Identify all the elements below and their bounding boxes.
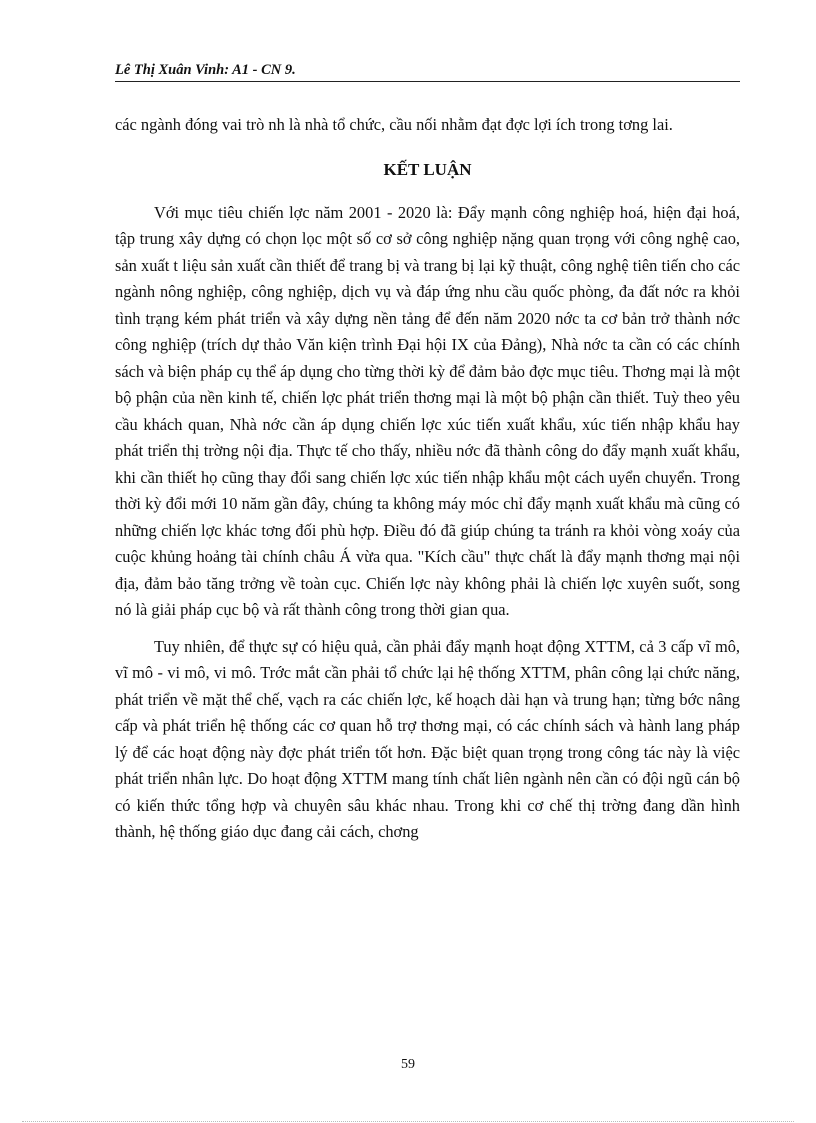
- page-body: [115, 112, 740, 846]
- paragraph-xttm: Tuy nhiên, để thực sự có hiệu quả, cần phải đẩy mạnh hoạt động XTTM, cả 3 cấp vĩ mô, vĩ mô - vi mô, vi mô. Trớc mắt cần phải tổ chức lại hệ thống XTTM, phân công lại chức năng, phát triển về mặt thể chế, vạch ra các chiến lợc, kế hoạch dài hạn và trung hạn; từng bớc nâng cấp và phát triển hệ thống các cơ quan hỗ trợ thơng mại, có các chính sách và hành lang pháp lý để các hoạt động này đợc phát triển tốt hơn. Đặc biệt quan trọng trong công tác này là việc phát triển nhân lực. Do hoạt động XTTM mang tính chất liên ngành nên cần có đội ngũ cán bộ có kiến thức tổng hợp và chuyên sâu khác nhau. Trong khi cơ chế thị trờng đang dần hình thành, hệ thống giáo dục đang cải cách, chơng: [115, 636, 740, 841]
- paragraph-continuation: các ngành đóng vai trò nh là nhà tổ chức, cầu nối nhằm đạt đợc lợi ích trong tơng lai.: [115, 115, 673, 134]
- page-bottom-divider: [22, 1121, 794, 1122]
- paragraph-strategy: Với mục tiêu chiến lợc năm 2001 - 2020 là: Đẩy mạnh công nghiệp hoá, hiện đại hoá, tập trung xây dựng có chọn lọc một số cơ sở công nghiệp nặng quan trọng với công nghệ cao, sản xuất t liệu sản xuất cần thiết để trang bị và trang bị lại kỹ thuật, công nghệ tiên tiến cho các ngành nông nghiệp, công nghiệp, dịch vụ và đáp ứng nhu cầu quốc phòng, đa đất nớc ra khỏi tình trạng kém phát triển và xây dựng nền tảng để đến năm 2020 nớc ta cơ bản trở thành nớc công nghiệp (trích dự thảo Văn kiện trình Đại hội IX của Đảng), Nhà nớc ta cần có các chính sách và biện pháp cụ thể áp dụng cho từng thời kỳ để đảm bảo đợc mục tiêu. Thơng mại là một bộ phận của nền kinh tế, chiến lợc phát triển thơng mại là một bộ phận cần thiết. Tuỳ theo yêu cầu khách quan, Nhà nớc cần áp dụng chiến lợc xúc tiến xuất khẩu, xúc tiến nhập khẩu hay phát triển thị trờng nội địa. Thực tế cho thấy, nhiều nớc đã thành công do đẩy mạnh xuất khẩu, khi cần thiết họ cũng thay đổi sang chiến lợc xúc tiến nhập khẩu một cách uyển chuyển. Trong thời kỳ đổi mới 10 năm gần đây, chúng ta không máy móc chỉ đẩy mạnh xuất khẩu mà cũng có những chiến lợc khác tơng đối phù hợp. Điều đó đã giúp chúng ta tránh ra khỏi vòng xoáy của cuộc khủng hoảng tài chính châu Á vừa qua. "Kích cầu" thực chất là đẩy mạnh thơng mại nội địa, đảm bảo tăng trởng về toàn cục. Chiến lợc này không phải là chiến lợc xuyên suốt, song nó là giải pháp cục bộ và rất thành công trong thời gian qua.: [115, 202, 740, 619]
- page-number: 59: [401, 1057, 415, 1072]
- running-header: Lê Thị Xuân Vinh: A1 - CN 9.: [115, 62, 740, 82]
- section-title: KẾT LUẬN: [383, 159, 472, 179]
